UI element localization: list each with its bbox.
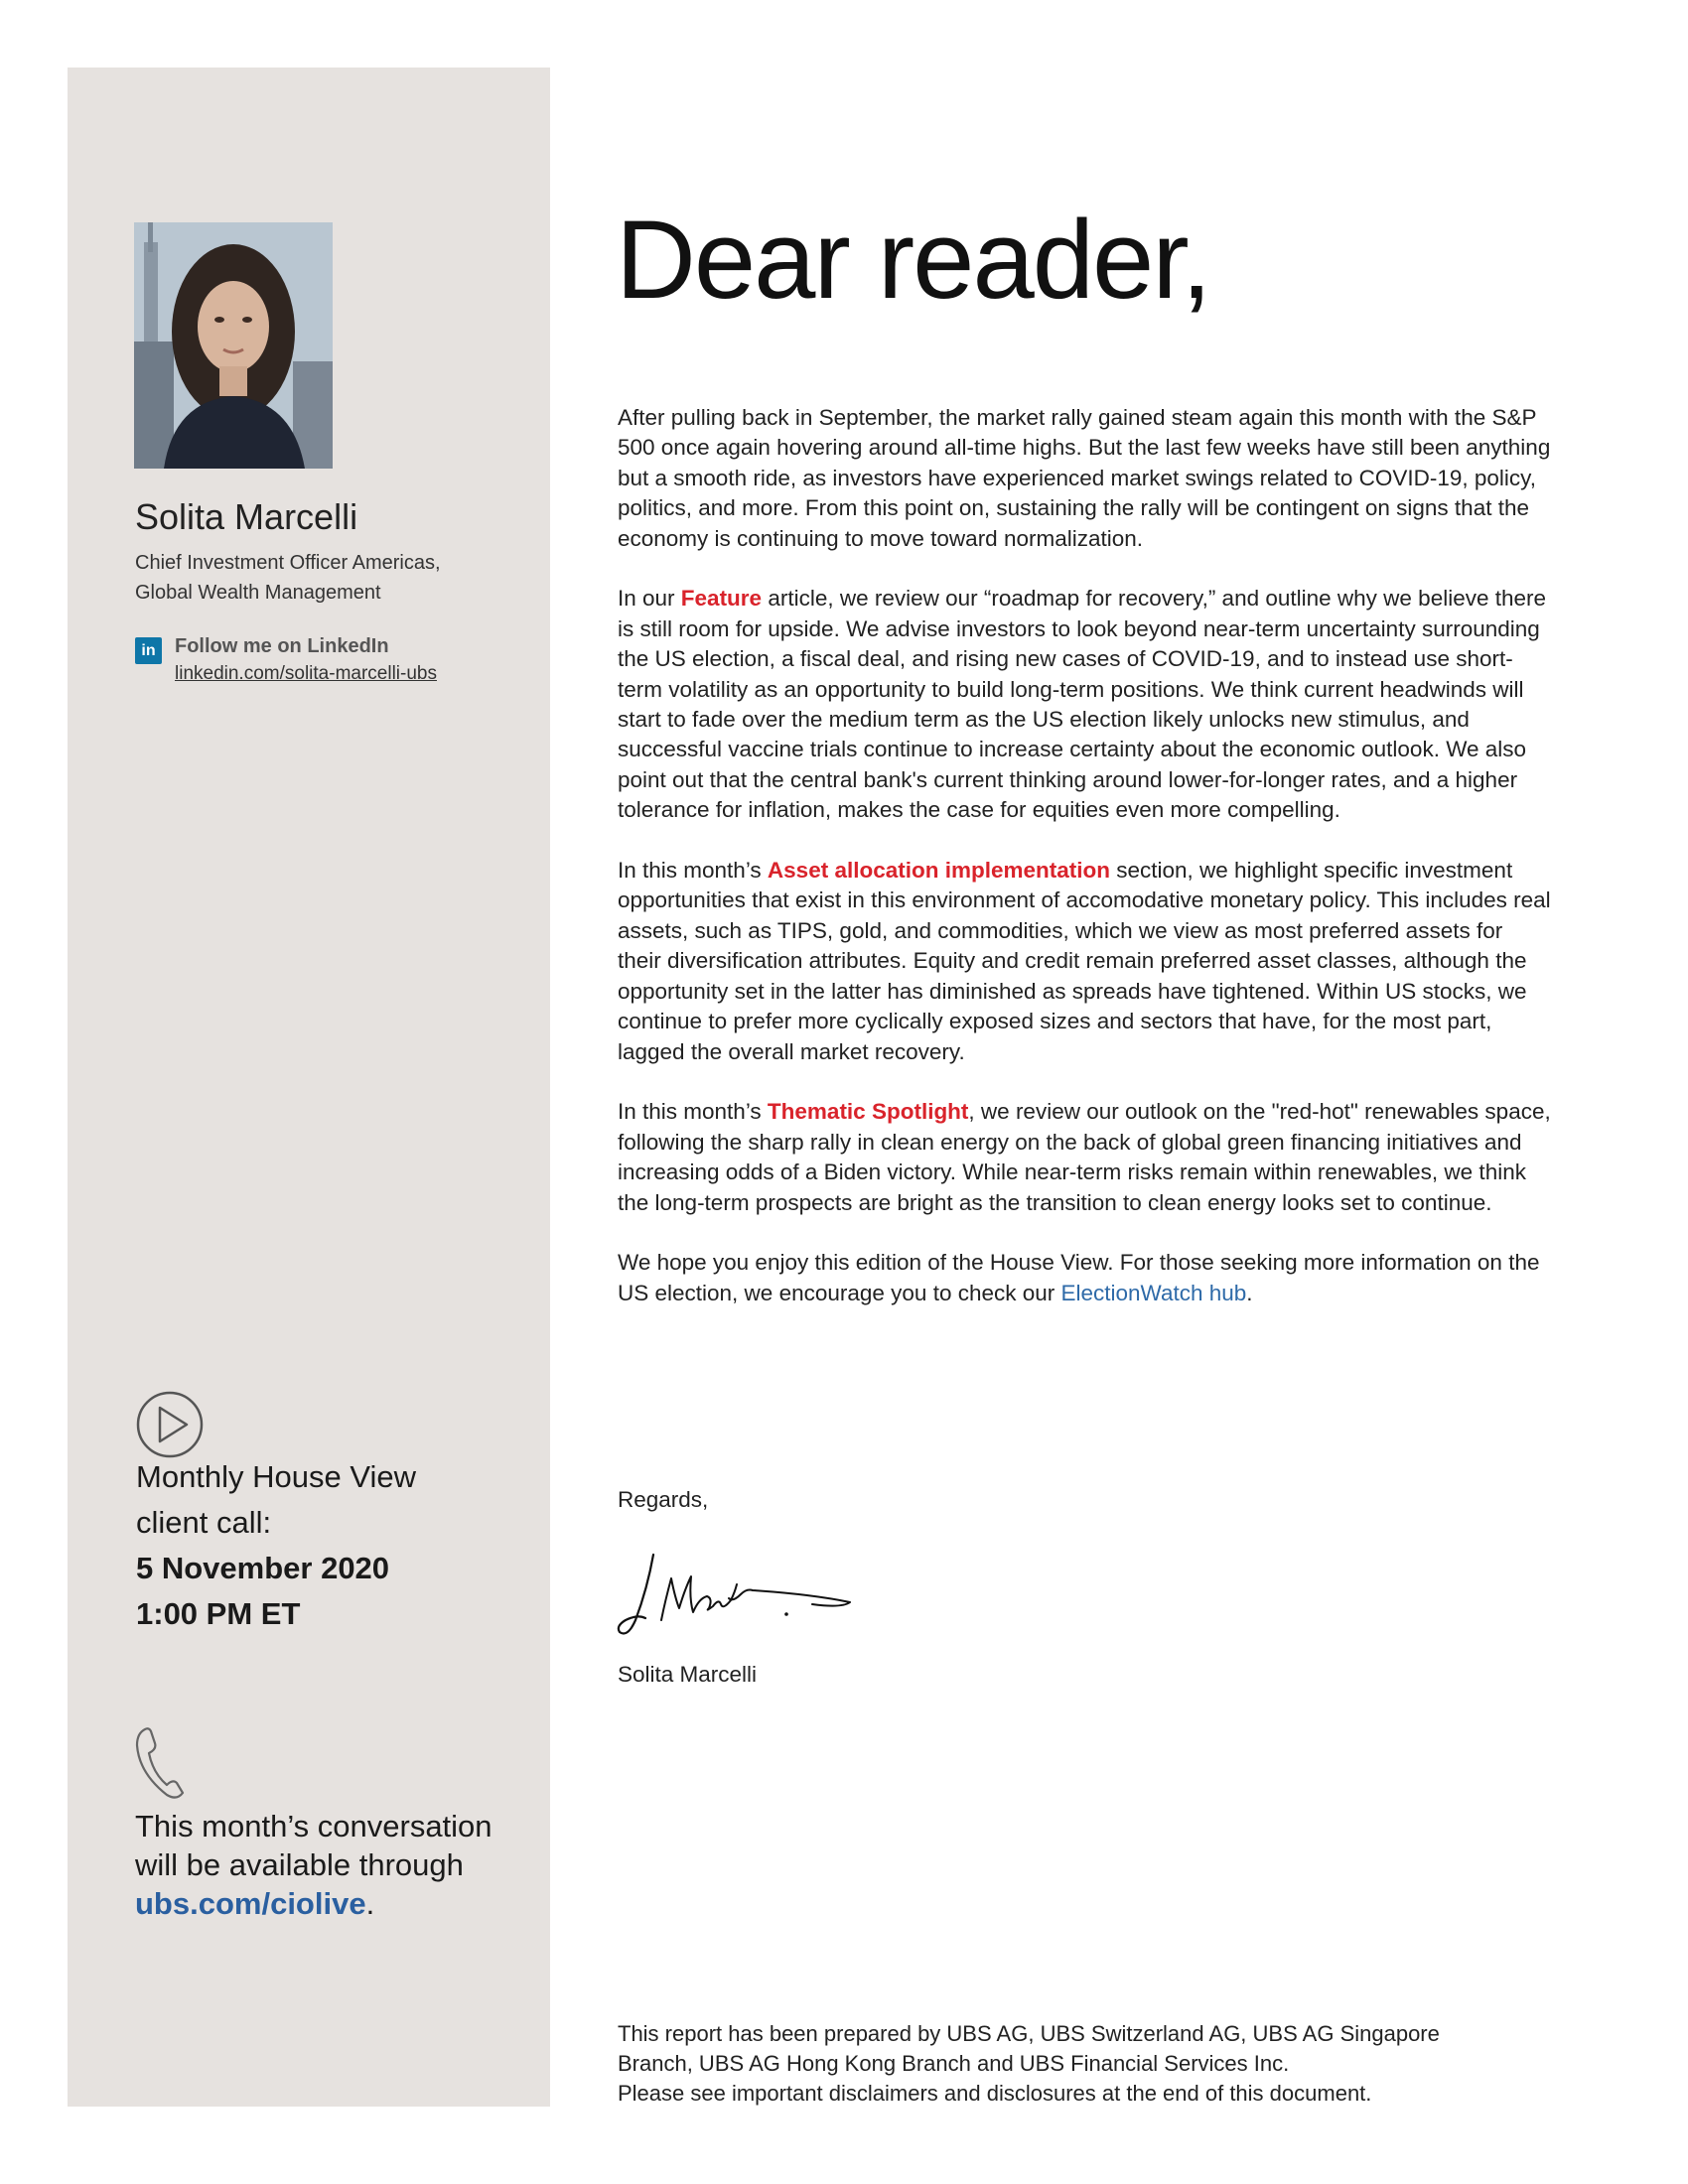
paragraph-intro: After pulling back in September, the market rally gained steam again this month with the S&P 500 once again hovering around all-time highs. But the last few weeks have still been anything but a smooth ride, as investors have experienced market swings related to COVID-19, policy, politics, and more. From this point on, sustaining the rally will be contingent on signs that the economy is continuing to move toward normalization.: [618, 405, 1551, 551]
electionwatch-link[interactable]: ElectionWatch hub: [1060, 1280, 1247, 1305]
footer-line-2: Branch, UBS AG Hong Kong Branch and UBS Financial Services Inc.: [618, 2051, 1290, 2076]
paragraph-text: In our: [618, 586, 681, 612]
play-icon[interactable]: [135, 1390, 205, 1459]
footer-line-1: This report has been prepared by UBS AG, UBS Switzerland AG, UBS AG Singapore: [618, 2021, 1440, 2046]
linkedin-link[interactable]: linkedin.com/solita-marcelli-ubs: [175, 663, 437, 684]
paragraph-text: In this month’s: [618, 1099, 768, 1125]
linkedin-icon[interactable]: in: [135, 637, 162, 664]
paragraph-text: article, we review our “roadmap for recovery,” and outline why we believe there is still room for upside. We advise investors to look beyond near-term uncertainty surrounding the US election, a fiscal deal, and rising new cases of COVID-19, and to instead use short-term volatility as an opportunity to build long-term positions. We think current headwinds will start to fade over the medium term as the US election likely unlocks new stimulus, and successful vaccine trials continue to increase certainty about the economic outlook. We also point out that the central bank's current thinking around lower-for-longer rates, and a higher tolerance for inflation, makes the case for equities even more compelling.: [618, 586, 1547, 823]
signature: [614, 1549, 862, 1648]
regards: Regards,: [618, 1487, 709, 1512]
letter-body: [618, 403, 1551, 1339]
paragraph-closing: [618, 1248, 1551, 1308]
call-time: 1:00 PM ET: [136, 1596, 301, 1631]
conversation-note: [135, 1807, 532, 1923]
call-title-line-2: client call:: [136, 1505, 272, 1540]
role-line-2: Global Wealth Management: [135, 582, 381, 604]
conversation-text: This month’s conversation will be available through: [135, 1809, 492, 1882]
footer-line-3: Please see important disclaimers and disclosures at the end of this document.: [618, 2081, 1372, 2106]
signer-name: Solita Marcelli: [618, 1662, 758, 1687]
paragraph-text: section, we highlight specific investment opportunities that exist in this environment of accomodative monetary policy. This includes real assets, such as TIPS, gold, and commodities, which we view as most preferred assets for their diversification attributes. Equity and credit remain preferred asset classes, although the opportunity set in the latter has diminished as spreads have tightened. Within US stocks, we continue to prefer more cyclically exposed sizes and sectors that have, for the most part, lagged the overall market recovery.: [618, 858, 1551, 1064]
paragraph-text: .: [1246, 1280, 1253, 1305]
paragraph-text: In this month’s: [618, 858, 768, 884]
letter-title: Dear reader,: [616, 198, 1210, 322]
asset-allocation-link[interactable]: Asset allocation implementation: [767, 858, 1110, 884]
feature-link[interactable]: Feature: [680, 586, 763, 612]
footer-disclaimer: [618, 2019, 1611, 2109]
portrait-photo: [134, 222, 333, 469]
paragraph-asset-allocation: [618, 856, 1551, 1067]
call-date: 5 November 2020: [136, 1551, 390, 1585]
call-title-line-1: Monthly House View: [136, 1459, 417, 1494]
thematic-spotlight-link[interactable]: Thematic Spotlight: [767, 1099, 969, 1125]
phone-icon: [133, 1725, 189, 1801]
paragraph-text: We hope you enjoy this edition of the House View. For those seeking more information on the US election, we encourage you to check our: [618, 1250, 1540, 1305]
author-name: Solita Marcelli: [135, 496, 358, 537]
author-role: [135, 548, 512, 608]
conversation-end: .: [365, 1886, 375, 1921]
paragraph-text: , we review our outlook on the "red-hot" renewables space, following the sharp rally in clean energy on the back of global green financing initiatives and increasing odds of a Biden victory. While near-term risks remain within renewables, we think the long-term prospects are bright as the transition to clean energy looks set to continue.: [618, 1099, 1551, 1215]
paragraph-feature: [618, 584, 1551, 825]
linkedin-follow-label[interactable]: Follow me on LinkedIn: [175, 635, 389, 657]
role-line-1: Chief Investment Officer Americas,: [135, 552, 441, 574]
ciolive-link[interactable]: ubs.com/ciolive: [135, 1886, 366, 1921]
paragraph-thematic: [618, 1097, 1551, 1218]
